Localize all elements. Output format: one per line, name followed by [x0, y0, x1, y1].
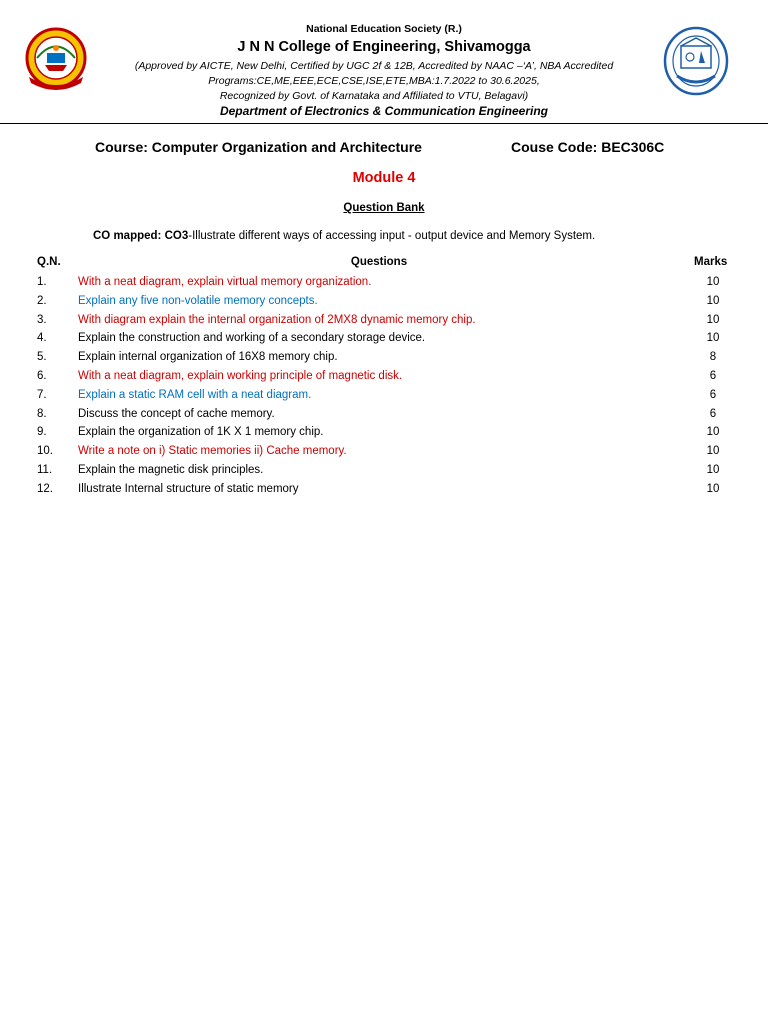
- society-name: National Education Society (R.): [306, 23, 462, 35]
- question-marks: 6: [709, 388, 717, 401]
- question-number: 7.: [37, 388, 47, 401]
- question-row: [0, 425, 768, 444]
- question-row: [0, 313, 768, 332]
- approval-line-1: (Approved by AICTE, New Delhi, Certified by UGC 2f & 12B, Accredited by NAAC –‘A’, NBA Accredited: [134, 60, 614, 72]
- question-list: [0, 275, 768, 501]
- course-code: Couse Code: BEC306C: [511, 139, 665, 155]
- co-mapped: [93, 230, 595, 242]
- question-text: Explain internal organization of 16X8 memory chip.: [78, 351, 338, 364]
- question-row: [0, 350, 768, 369]
- question-bank-title: Question Bank: [343, 202, 425, 214]
- question-text: Explain the magnetic disk principles.: [78, 463, 264, 476]
- question-row: [0, 482, 768, 501]
- question-marks: 8: [709, 351, 717, 364]
- college-name: J N N College of Engineering, Shivamogga: [237, 39, 531, 55]
- co-text: -Illustrate different ways of accessing input - output device and Memory System.: [188, 230, 596, 242]
- document-header: [0, 0, 768, 124]
- question-text: With a neat diagram, explain working principle of magnetic disk.: [78, 369, 403, 382]
- question-row: [0, 331, 768, 350]
- question-number: 10.: [37, 445, 53, 458]
- question-row: [0, 388, 768, 407]
- module-title: Module 4: [352, 170, 416, 186]
- question-marks: 10: [706, 313, 720, 326]
- question-number: 8.: [37, 407, 47, 420]
- marks-header: Marks: [694, 256, 728, 268]
- question-text: Illustrate Internal structure of static memory: [78, 482, 299, 495]
- course-name: Course: Computer Organization and Architecture: [95, 139, 422, 155]
- qn-header: Q.N.: [37, 256, 61, 268]
- question-number: 2.: [37, 294, 47, 307]
- question-marks: 10: [706, 332, 720, 345]
- question-row: [0, 463, 768, 482]
- question-text: Explain the organization of 1K X 1 memory chip.: [78, 426, 324, 439]
- co-label: CO mapped:: [93, 230, 162, 242]
- questions-header: Questions: [350, 256, 408, 268]
- question-number: 11.: [37, 463, 53, 476]
- co-code: CO3: [164, 230, 189, 242]
- question-number: 5.: [37, 351, 47, 364]
- question-number: 12.: [37, 482, 53, 495]
- question-row: [0, 407, 768, 426]
- question-text: Explain a static RAM cell with a neat diagram.: [78, 388, 312, 401]
- question-marks: 6: [709, 407, 717, 420]
- question-row: [0, 275, 768, 294]
- question-marks: 10: [706, 445, 720, 458]
- question-number: 6.: [37, 369, 47, 382]
- question-marks: 10: [706, 426, 720, 439]
- question-number: 9.: [37, 426, 47, 439]
- question-number: 4.: [37, 332, 47, 345]
- question-text: Explain any five non-volatile memory concepts.: [78, 294, 318, 307]
- question-text: Discuss the concept of cache memory.: [78, 407, 275, 420]
- question-number: 3.: [37, 313, 47, 326]
- question-text: Explain the construction and working of a secondary storage device.: [78, 332, 426, 345]
- header-divider: [0, 123, 768, 124]
- question-marks: 10: [706, 276, 720, 288]
- question-text: Write a note on i) Static memories ii) Cache memory.: [78, 445, 347, 458]
- question-marks: 10: [706, 463, 720, 476]
- question-marks: 6: [709, 369, 717, 382]
- question-row: [0, 444, 768, 463]
- question-marks: 10: [706, 294, 720, 307]
- question-number: 1.: [37, 276, 47, 288]
- approval-text: [0, 59, 748, 104]
- jnnce-seal-icon: [663, 26, 729, 96]
- approval-line-2: Programs:CE,ME,EEE,ECE,CSE,ISE,ETE,MBA:1.7.2022 to 30.6.2025,: [208, 75, 540, 87]
- question-text: With diagram explain the internal organization of 2MX8 dynamic memory chip.: [78, 313, 476, 326]
- question-row: [0, 294, 768, 313]
- question-text: With a neat diagram, explain virtual memory organization.: [78, 276, 372, 288]
- question-marks: 10: [706, 482, 720, 495]
- question-row: [0, 369, 768, 388]
- approval-line-3: Recognized by Govt. of Karnataka and Affiliated to VTU, Belagavi): [219, 90, 529, 102]
- department-name: Department of Electronics & Communication Engineering: [219, 104, 549, 118]
